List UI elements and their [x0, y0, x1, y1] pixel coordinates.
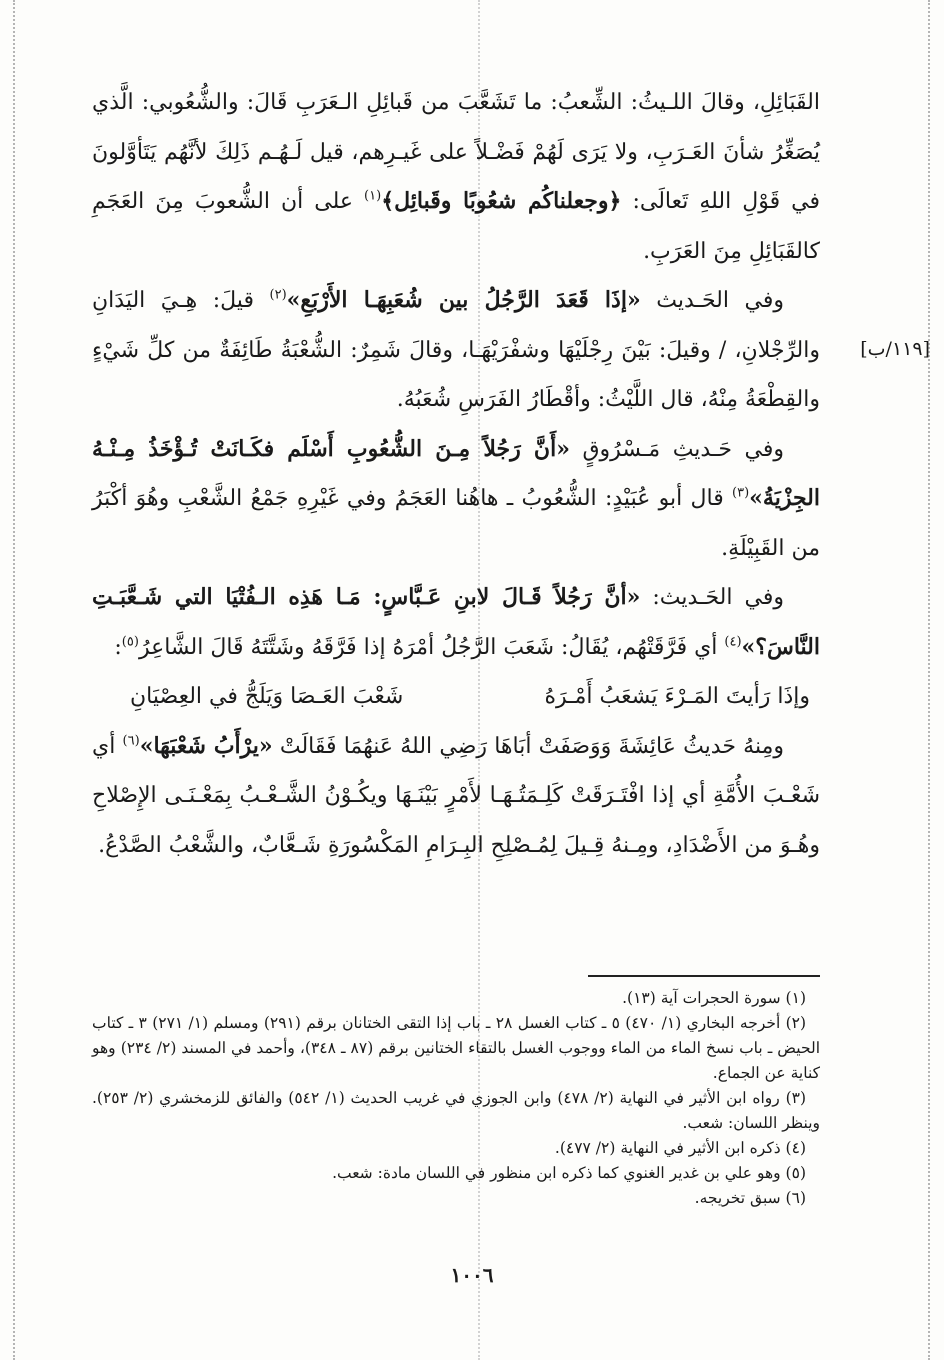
text-run: :	[114, 634, 122, 660]
footnote-number: (٥)	[780, 1164, 806, 1182]
footnote	[92, 1011, 820, 1086]
verse-second-hemistich: شَعْبَ العَـصَا وَيَلَجُّ في العِصْيَانِ	[130, 684, 404, 709]
footnote-text: ذكره ابن الأثير في النهاية (٢/ ٤٧٧).	[554, 1139, 781, 1157]
poetry-verse	[92, 672, 820, 722]
text-run: على أن الشُّعوبَ مِنَ العَجَمِ كالقَبَائِلِ مِنَ العَرَبِ.	[92, 189, 820, 264]
paragraphs-after-verse	[92, 722, 820, 871]
footnote-number: (٢)	[780, 1014, 807, 1032]
footnote-separator	[588, 975, 820, 977]
paragraph	[92, 276, 820, 425]
footnote-text: رواه ابن الأثير في النهاية (٢/ ٤٧٨) وابن الجوزي في غريب الحديث (١/ ٥٤٢) والفائق للزمخشري (٢/ ٢٥٣). وينظر اللسان: شعب.	[92, 1089, 820, 1132]
footnote-text: وهو علي بن غدير الغنوي كما ذكره ابن منظور في اللسان مادة: شعب.	[332, 1164, 781, 1182]
text-run: أي شَعْـبَ الأُمَّةِ أي إذا افْتَـرَقَتْ كَلِـمَتُـهَـا لأَمْرٍ بَيْنَـهَا ويكُـوْنُ الشَّـعْـبُ بِمَعْـنَـى الإِصْلاحِ وهُـوَ من الأَضْدَادِ، ومِـنهُ قِـيلَ لِمُـصْلِحِ البِـرَامِ المَكْسُورَةِ شَـعَّابٌ، والشَّعْبُ الصَّدْعُ.	[92, 733, 820, 858]
quoted-hadith: «يرْأَبُ شَعْبَهَا»	[139, 732, 273, 759]
paragraph	[92, 78, 820, 276]
paragraphs-before-verse	[92, 78, 820, 672]
footnote-text: سورة الحجرات آية (١٣).	[622, 989, 781, 1007]
verse-first-hemistich: وإذَا رَأيتَ المَـرْءَ يَشعَبُ أَمْـرَهُ	[544, 684, 810, 709]
text-run: ومِنهُ حَديثُ عَائِشَةَ وَوَصَفَتْ أبَاهَا رَضِي اللهُ عَنهُمَا فَقَالَتْ	[272, 733, 784, 759]
footnote	[92, 1136, 820, 1161]
text-run: وفي الحَـديث	[640, 288, 784, 313]
footnote	[92, 986, 820, 1011]
scan-edge-dotted-line	[928, 0, 930, 1360]
text-run: القَبَائِلِ، وقالَ اللـيثُ: الشِّعبُ: ما تَشَعَّبَ من قَبائِلِ الـعَرَبِ قَالَ: والشُّعُوبي: الَّذي يُصَغِّرُ شأنَ العَـرَبِ، ولا يَرَى لَهُمْ فَضْـلاً على غَيـرِهم، قيل لَـهُـم ذَلِكَ لأنَّهُم يَتَأوَّلونَ في قَوْلِ اللهِ تَعالَى:	[92, 90, 820, 214]
page-number: ١٠٠٦	[450, 1263, 494, 1287]
footnote-text: أخرجه البخاري (١/ ٤٧٠) ٥ ـ كتاب الغسل ٢٨ ـ باب إذا التقى الختانان برقم (٢٩١) ومسلم (١/ ٢٧١) ٣ ـ كتاب الحيض ـ باب نسخ الماء من الماء ووجوب الغسل بالتقاء الختانين برقم (٨٧ ـ ٣٤٨)، وأحمد في المسند (٢/ ٢٣٤) وهو كناية عن الجماع.	[92, 1014, 820, 1082]
footnotes	[92, 986, 820, 1211]
footnote-number: (٦)	[780, 1189, 806, 1207]
quoted-hadith: «أنَّ رَجُلاً قَـالَ لابنِ عَـبَّاسٍ: مَـا هَذِه الـفُتْيَا التي شَـعَّبَـتِ النَّاسَ؟»	[92, 584, 820, 660]
footnote-reference: (٤)	[724, 634, 742, 650]
footnote-number: (٤)	[780, 1139, 806, 1157]
quoted-hadith: «إذَا قَعَدَ الرَّجُلُ بين شُعَبِهَـا الأَرْبَعِ»	[286, 287, 641, 313]
scan-edge-dotted-line	[13, 0, 15, 1360]
footnote	[92, 1161, 820, 1186]
footnote-reference: (٥)	[121, 634, 139, 650]
footnote-reference: (٢)	[269, 287, 287, 303]
text-run: قيلَ: هِـيَ اليَدَانِ والرِّجْلانِ، / وقيلَ: بَيْنَ رِجْلَيْهَا وشفْرَيْهَـا، وقالَ شَمِرٌ: الشُّعْبَةُ طَائِفَةٌ من كلِّ شَيْءٍ والقِطْعَةُ مِنْهُ، قال اللَّيْثُ: وأقْطَارُ الفَرَسِ شُعَبُهُ.	[92, 288, 820, 412]
footnote-reference: (٦)	[122, 733, 140, 749]
text-run: وفي حَـديثِ مَـسْرُوقٍ	[569, 436, 785, 462]
text-run: أي فَرَّقَتْهُم، يُقَالُ: شَعَبَ الرَّجُلُ أمْرَهُ إذا فَرَّقَهُ وشَتَّتَهُ قَالَ الشَّاعِرُ	[138, 634, 725, 660]
footnote-reference: (٣)	[732, 485, 750, 501]
footnote	[92, 1186, 820, 1211]
text-run: قال أبو عُبَيْدٍ: الشُّعُوبُ ـ هاهُنا العَجَمُ وفي غَيْرِهِ جَمْعُ الشَّعْبِ وهُوَ أكْبَرُ من القَبِيْلَةِ.	[92, 486, 820, 561]
footnote-number: (١)	[780, 989, 806, 1007]
footnote	[92, 1086, 820, 1136]
text-run: وفي الحَـديث:	[640, 585, 784, 610]
paragraph	[92, 722, 820, 871]
footnote-text: سبق تخريجه.	[694, 1189, 781, 1207]
paragraph	[92, 425, 820, 574]
footnote-number: (٣)	[779, 1089, 807, 1107]
paragraph	[92, 573, 820, 672]
main-text-body	[92, 78, 820, 870]
quoted-hadith: «أَنَّ رَجُلاً مِـنَ الشُّعُوبِ أَسْلَم فكَـانَتْ تُـؤْخَذُ مِـنْـهُ الجِزْيَةُ»	[92, 435, 820, 511]
manuscript-folio-marker: [١١٩/ب]	[860, 338, 930, 360]
footnote-reference: (١)	[364, 188, 382, 204]
quoted-hadith: ﴿وجعلناكُم شعُوبًا وقَبائِل﴾	[381, 188, 622, 214]
